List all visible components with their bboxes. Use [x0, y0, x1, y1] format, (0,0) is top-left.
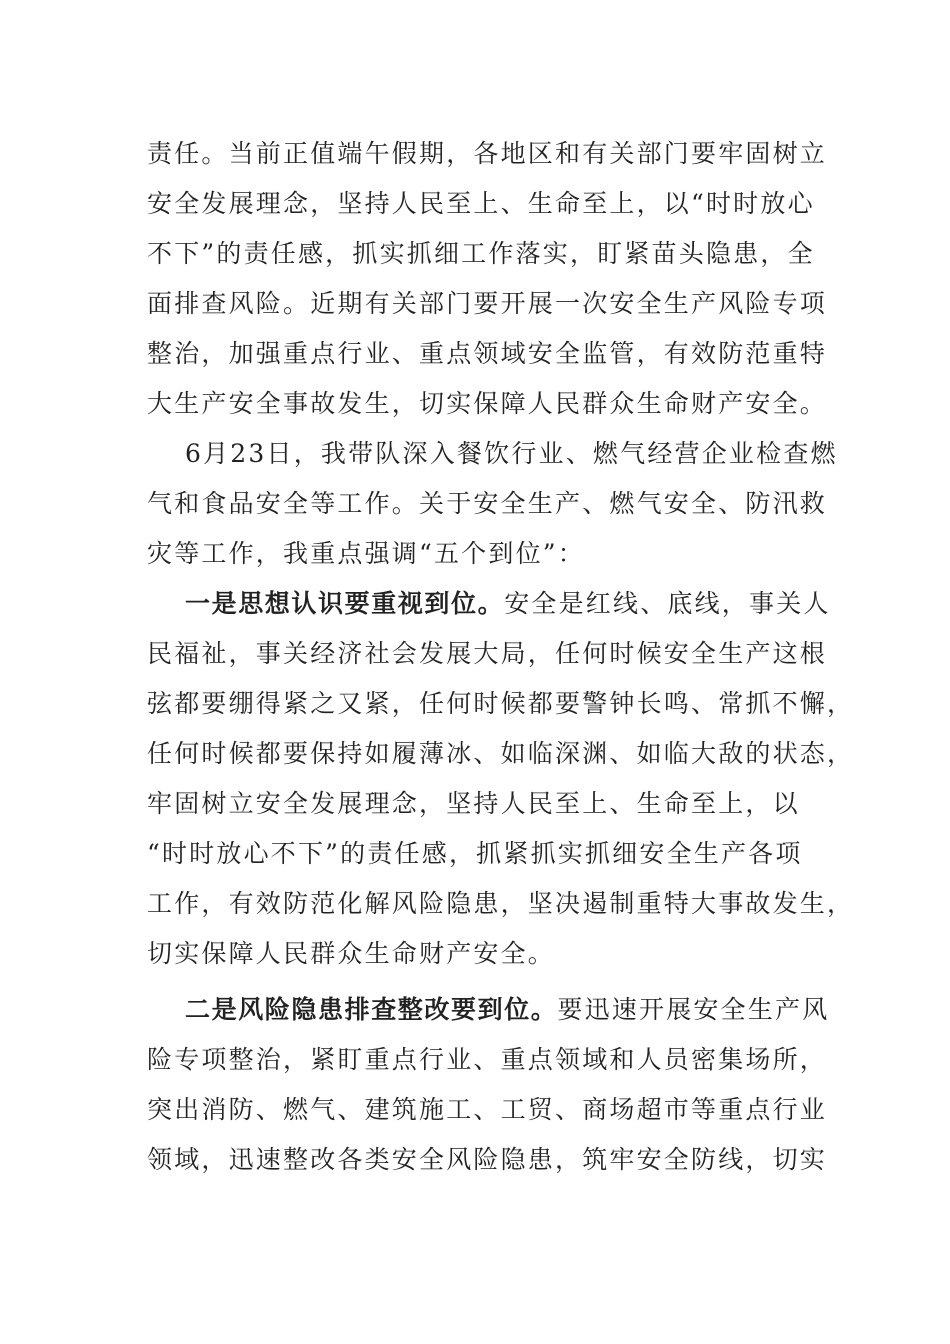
paragraph-line: “时时放心不下”的责任感，抓紧抓实抓细安全生产各项: [147, 839, 803, 868]
paragraph-2: [147, 429, 838, 579]
paragraph-line: 大生产安全事故发生，切实保障人民群众生命财产安全。: [147, 389, 828, 418]
document-body: [147, 129, 855, 1185]
paragraph-line: 工作，有效防范化解风险隐患，坚决遏制重特大事故发生，: [147, 889, 855, 918]
section-heading-2: 二是风险隐患排查整改要到位。: [185, 995, 558, 1024]
paragraph-line: 险专项整治，紧盯重点行业、重点领域和人员密集场所，: [147, 1045, 828, 1074]
paragraph-line: 整治，加强重点行业、重点领域安全监管，有效防范重特: [147, 339, 828, 368]
paragraph-line: 切实保障人民群众生命财产安全。: [147, 939, 556, 968]
paragraph-line: 不下”的责任感，抓实抓细工作落实，盯紧苗头隐患，全: [147, 239, 815, 268]
paragraph-text: 要迅速开展安全生产风: [557, 995, 830, 1024]
paragraph-first-line: [147, 985, 830, 1035]
paragraph-line: 灾等工作，我重点强调“五个到位”：: [147, 539, 585, 568]
paragraph-line: 民福祉，事关经济社会发展大局，任何时候安全生产这根: [147, 639, 828, 668]
paragraph-line: 领域，迅速整改各类安全风险隐患，筑牢安全防线，切实: [147, 1145, 828, 1174]
paragraph-1: [147, 129, 828, 429]
paragraph-line: 气和食品安全等工作。关于安全生产、燃气安全、防汛救: [147, 489, 828, 518]
paragraph-first-line: [147, 579, 831, 629]
paragraph-text: 安全是红线、底线，事关人: [504, 589, 831, 618]
paragraph-line: 面排查风险。近期有关部门要开展一次安全生产风险专项: [147, 289, 828, 318]
paragraph-line: 安全发展理念，坚持人民至上、生命至上，以“时时放心: [147, 189, 815, 218]
paragraph-line: 任何时候都要保持如履薄冰、如临深渊、如临大敌的状态，: [147, 739, 855, 768]
paragraph-line: 弦都要绷得紧之又紧，任何时候都要警钟长鸣、常抓不懈，: [147, 689, 855, 718]
paragraph-4: [147, 985, 830, 1185]
paragraph-line: 责任。当前正值端午假期，各地区和有关部门要牢固树立: [147, 139, 828, 168]
section-heading-1: 一是思想认识要重视到位。: [185, 589, 505, 618]
paragraph-line: 突出消防、燃气、建筑施工、工贸、商场超市等重点行业: [147, 1095, 828, 1124]
paragraph-line: 牢固树立安全发展理念，坚持人民至上、生命至上，以: [147, 789, 800, 818]
paragraph-3: [147, 579, 855, 979]
paragraph-line: 6月23日，我带队深入餐饮行业、燃气经营企业检查燃: [185, 439, 838, 468]
